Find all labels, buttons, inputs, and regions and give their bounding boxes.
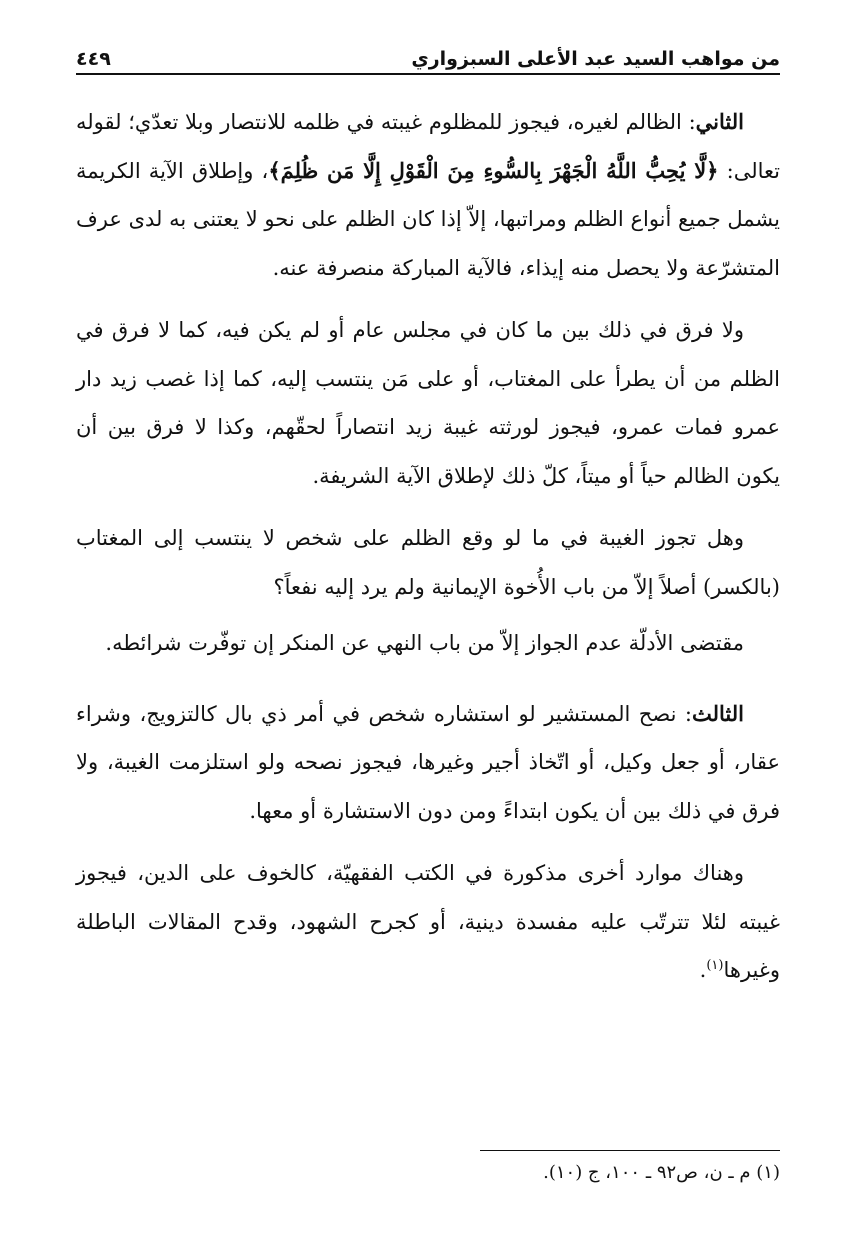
paragraph-text: : نصح المستشير لو استشاره شخص في أمر ذي بال كالتزويج، وشراء عقار، أو جعل وكيل، أو اتّخاذ أجير وغيرها، فيجوز نصحه ولو استلزمت الغيبة، ولا فرق في ذلك بين أن يكون ابتداءً ومن دون الاستشارة أو معها. <box>76 701 780 823</box>
paragraph-third-case <box>76 690 780 836</box>
main-text <box>76 98 780 995</box>
footnote-divider <box>480 1150 780 1151</box>
running-title: من مواهب السيد عبد الأعلى السبزواري <box>411 48 780 70</box>
paragraph-no-difference: ولا فرق في ذلك بين ما كان في مجلس عام أو لم يكن فيه، كما لا فرق في الظلم من أن يطرأ على المغتاب، أو على مَن ينتسب إليه، كما إذا غصب زيد دار عمرو فمات عمرو، فيجوز لورثته غيبة زيد انتصاراً لحقّهم، وكذا لا فرق بين أن يكون الظالم حياً أو ميتاً، كلّ ذلك لإطلاق الآية الشريفة. <box>76 318 780 488</box>
paragraph-question: وهل تجوز الغيبة في ما لو وقع الظلم على شخص لا ينتسب إلى المغتاب (بالكسر) أصلاً إلاّ من باب الأُخوة الإيمانية ولم يرد إليه نفعاً؟ <box>76 526 780 599</box>
section-lead: الثاني <box>695 109 744 134</box>
footnote-reference: (١) <box>706 958 724 973</box>
header-divider <box>76 73 780 75</box>
quran-verse: ﴿لَّا يُحِبُّ اللَّهُ الْجَهْرَ بِالسُّوءِ مِنَ الْقَوْلِ إِلَّا مَن ظُلِمَ﴾ <box>268 157 719 183</box>
paragraph-text: : الظالم لغيره، فيجوز للمظلوم غيبته في ظلمه للانتصار وبلا تعدّي؛ لقوله تعالى: <box>76 110 781 183</box>
paragraph-other-cases <box>76 849 780 995</box>
page-header <box>76 30 780 70</box>
page-number: ٤٤٩ <box>76 48 111 70</box>
section-lead: الثالث <box>692 700 744 726</box>
footnote: (١) م ـ ن، ص٩٢ ـ ١٠٠، ج (١٠). <box>543 1162 780 1183</box>
paragraph-answer: مقتضى الأدلّة عدم الجواز إلاّ من باب النهي عن المنكر إن توفّرت شرائطه. <box>105 631 744 655</box>
paragraph-second-case <box>76 98 780 292</box>
paragraph-text: ، وإطلاق الآية الكريمة يشمل جميع أنواع الظلم ومراتبها، إلاّ إذا كان الظلم على نحو لا يعتنى به لدى عرف المتشرّعة ولا يحصل منه إيذاء، فالآية المباركة منصرفة عنه. <box>76 158 780 280</box>
paragraph-end: . <box>699 958 707 982</box>
paragraph-text: وهناك موارد أخرى مذكورة في الكتب الفقهيّة، كالخوف على الدين، فيجوز غيبته لئلا تترتّب عليه مفسدة دينية، أو كجرح الشهود، وقدح المقالات الباطلة وغيرها <box>76 861 780 982</box>
